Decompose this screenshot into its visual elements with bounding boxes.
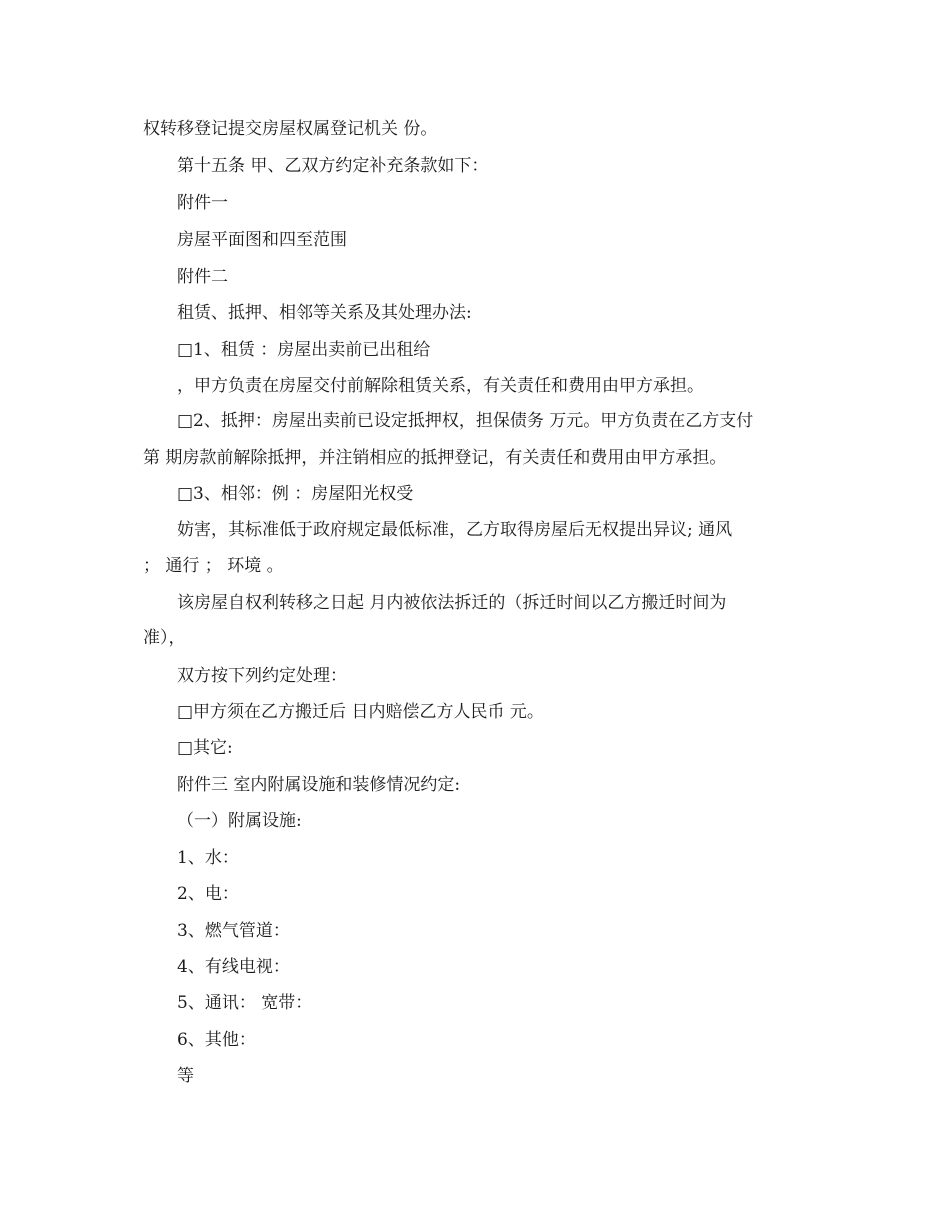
text-line: 房屋平面图和四至范围	[177, 230, 347, 250]
text-line: 1、水：	[177, 848, 239, 868]
text-line: □2、抵押：房屋出卖前已设定抵押权，担保债务 万元。甲方负责在乙方支付	[177, 411, 754, 431]
text-line: □其它:	[177, 738, 233, 758]
text-line: 第十五条 甲、乙双方约定补充条款如下：	[177, 156, 489, 176]
text-line: 该房屋自权利转移之日起 月内被依法拆迁的（拆迁时间以乙方搬迁时间为	[177, 593, 727, 613]
text-line: ； 通行 ； 环境 。	[143, 556, 284, 576]
text-line: □1、租赁 ：房屋出卖前已出租给	[177, 340, 431, 360]
text-line: 租赁、抵押、相邻等关系及其处理办法:	[177, 303, 472, 323]
text-line: 权转移登记提交房屋权属登记机关 份。	[143, 119, 438, 139]
text-line: ，甲方负责在房屋交付前解除租赁关系，有关责任和费用由甲方承担。	[177, 376, 704, 396]
text-line: 妨害，其标准低于政府规定最低标准，乙方取得房屋后无权提出异议; 通风	[177, 520, 733, 540]
text-line: 准），	[143, 628, 186, 648]
text-line: 第 期房款前解除抵押，并注销相应的抵押登记，有关责任和费用由甲方承担。	[143, 448, 727, 468]
text-line: 附件三 室内附属设施和装修情况约定:	[177, 775, 461, 795]
text-line: 5、通讯： 宽带：	[177, 993, 313, 1013]
text-line: 等	[177, 1066, 194, 1086]
text-line: 3、燃气管道：	[177, 921, 290, 941]
text-line: □3、相邻：例 ：房屋阳光权受	[177, 484, 414, 504]
text-line: 2、电：	[177, 884, 239, 904]
text-line: □甲方须在乙方搬迁后 日内赔偿乙方人民币 元。	[177, 702, 544, 722]
text-line: （一）附属设施:	[177, 811, 302, 831]
text-line: 双方按下列约定处理：	[177, 666, 347, 686]
text-line: 6、其他：	[177, 1030, 256, 1050]
text-line: 附件一	[177, 193, 228, 213]
text-line: 4、有线电视：	[177, 957, 290, 977]
text-line: 附件二	[177, 267, 228, 287]
